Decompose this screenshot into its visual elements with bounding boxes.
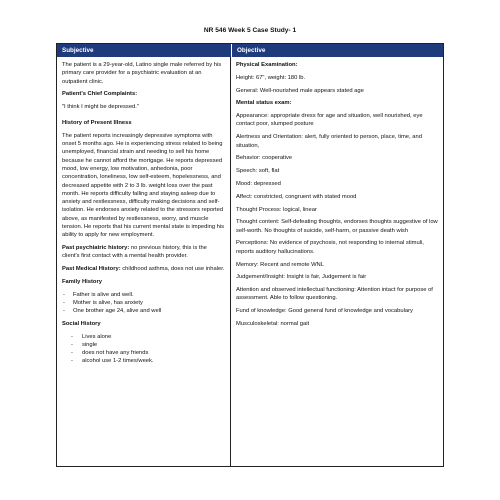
social-history-list — [62, 333, 225, 366]
document-title: NR 546 Week 5 Case Study- 1 — [203, 27, 297, 34]
objective-header: Objective — [231, 44, 443, 57]
fund-of-knowledge: Fund of knowledge: Good general fund of knowledge and vocabulary — [236, 308, 413, 315]
hpi-heading: History of Present Illness — [62, 119, 132, 126]
chief-complaint: "I think I might be depressed." — [62, 104, 139, 111]
height-weight: Height: 67", weight: 180 lb. — [236, 74, 306, 81]
past-medical-label: Past Medical History: — [62, 266, 121, 273]
mood: Mood: depressed — [236, 180, 281, 187]
physical-exam-heading: Physical Examination: — [236, 62, 298, 68]
case-study-table — [56, 43, 444, 467]
list-item: - alcohol use 1-2 times/week. — [62, 357, 225, 365]
list-item: - single — [62, 341, 225, 349]
past-psych-text: no previous history, this is the client's first contact with a mental health provider. — [62, 245, 207, 260]
musculoskeletal: Musculoskeletal: normal gait — [236, 321, 310, 328]
subjective-column — [57, 57, 231, 466]
patient-intro: The patient is a 29-year-old, Latino single male referred by his primary care provider for a psychiatric evaluation at an outpatient clinic. — [62, 62, 222, 85]
family-history-list — [62, 291, 225, 316]
social-history-heading: Social History — [62, 320, 101, 327]
speech: Speech: soft, flat — [236, 168, 280, 175]
objective-column — [231, 57, 443, 466]
mental-status-heading: Mental status exam: — [236, 100, 292, 107]
list-item: - Mother is alive, has anxiety — [62, 299, 225, 307]
past-medical-text: childhood asthma, does not use inhaler. — [120, 266, 225, 273]
list-item: - does not have any friends — [62, 349, 225, 357]
family-history-heading: Family History — [62, 279, 102, 286]
perceptions: Perceptions: No evidence of psychosis, not responding to internal stimuli, reports auditory hallucinations. — [236, 240, 424, 255]
past-psychiatric-history — [62, 244, 225, 261]
thought-content: Thought content: Self-defeating thoughts, endorses thoughts suggestive of low self-worth. No thoughts of suicide, self-harm, or passive death wish — [236, 219, 438, 234]
chief-complaint-heading: Patient's Chief Complaints: — [62, 91, 138, 98]
thought-process: Thought Process: logical, linear — [236, 206, 317, 213]
affect: Affect: constricted, congruent with stated mood — [236, 193, 357, 200]
memory: Memory: Recent and remote WNL — [236, 261, 324, 268]
past-medical-history — [62, 265, 225, 273]
appearance: Appearance: appropriate dress for age and situation, well nourished, eye contact poor, slumped posture — [236, 113, 423, 128]
judgement-insight: Judgement/Insight: Insight is fair, Judgement is fair — [236, 274, 367, 281]
attention-intellect: Attention and observed intellectual functioning: Attention intact for purpose of assessment. Able to follow questioning. — [236, 287, 433, 302]
hpi-text: The patient reports increasingly depressive symptoms with onset 5 months ago. He is experiencing stress related to being unemployed, financial strain and needing to sell his home because he cannot afford the mortgage. He reports depressed mood, low energy, low motivation, anhedonia, poor concentration, loneliness, low self-esteem, hopelessness, and decreased appetite with 2 to 3 lb. weight loss over the past month. He reports difficulty falling and staying asleep due to anxiety and restlessness, difficulty making decisions and self-isolation. He endorses anxiety related to the stressors reported above, as manifested by restlessness, worry, and muscle tension. He reports that his current mental state is impeding his ability to apply for new employment. — [62, 132, 225, 239]
alertness-orientation: Alertness and Orientation: alert, fully oriented to person, place, time, and situation, — [236, 134, 422, 149]
subjective-header: Subjective — [57, 44, 231, 57]
past-psych-label: Past psychiatric history: — [62, 245, 130, 252]
list-item: - Lives alone — [62, 333, 225, 341]
list-item: - Father is alive and well. — [62, 291, 225, 299]
behavior: Behavior: cooperative — [236, 155, 293, 162]
list-item: - One brother age 24, alive and well — [62, 307, 225, 315]
general-appearance: General: Well-nourished male appears stated age — [236, 87, 364, 94]
